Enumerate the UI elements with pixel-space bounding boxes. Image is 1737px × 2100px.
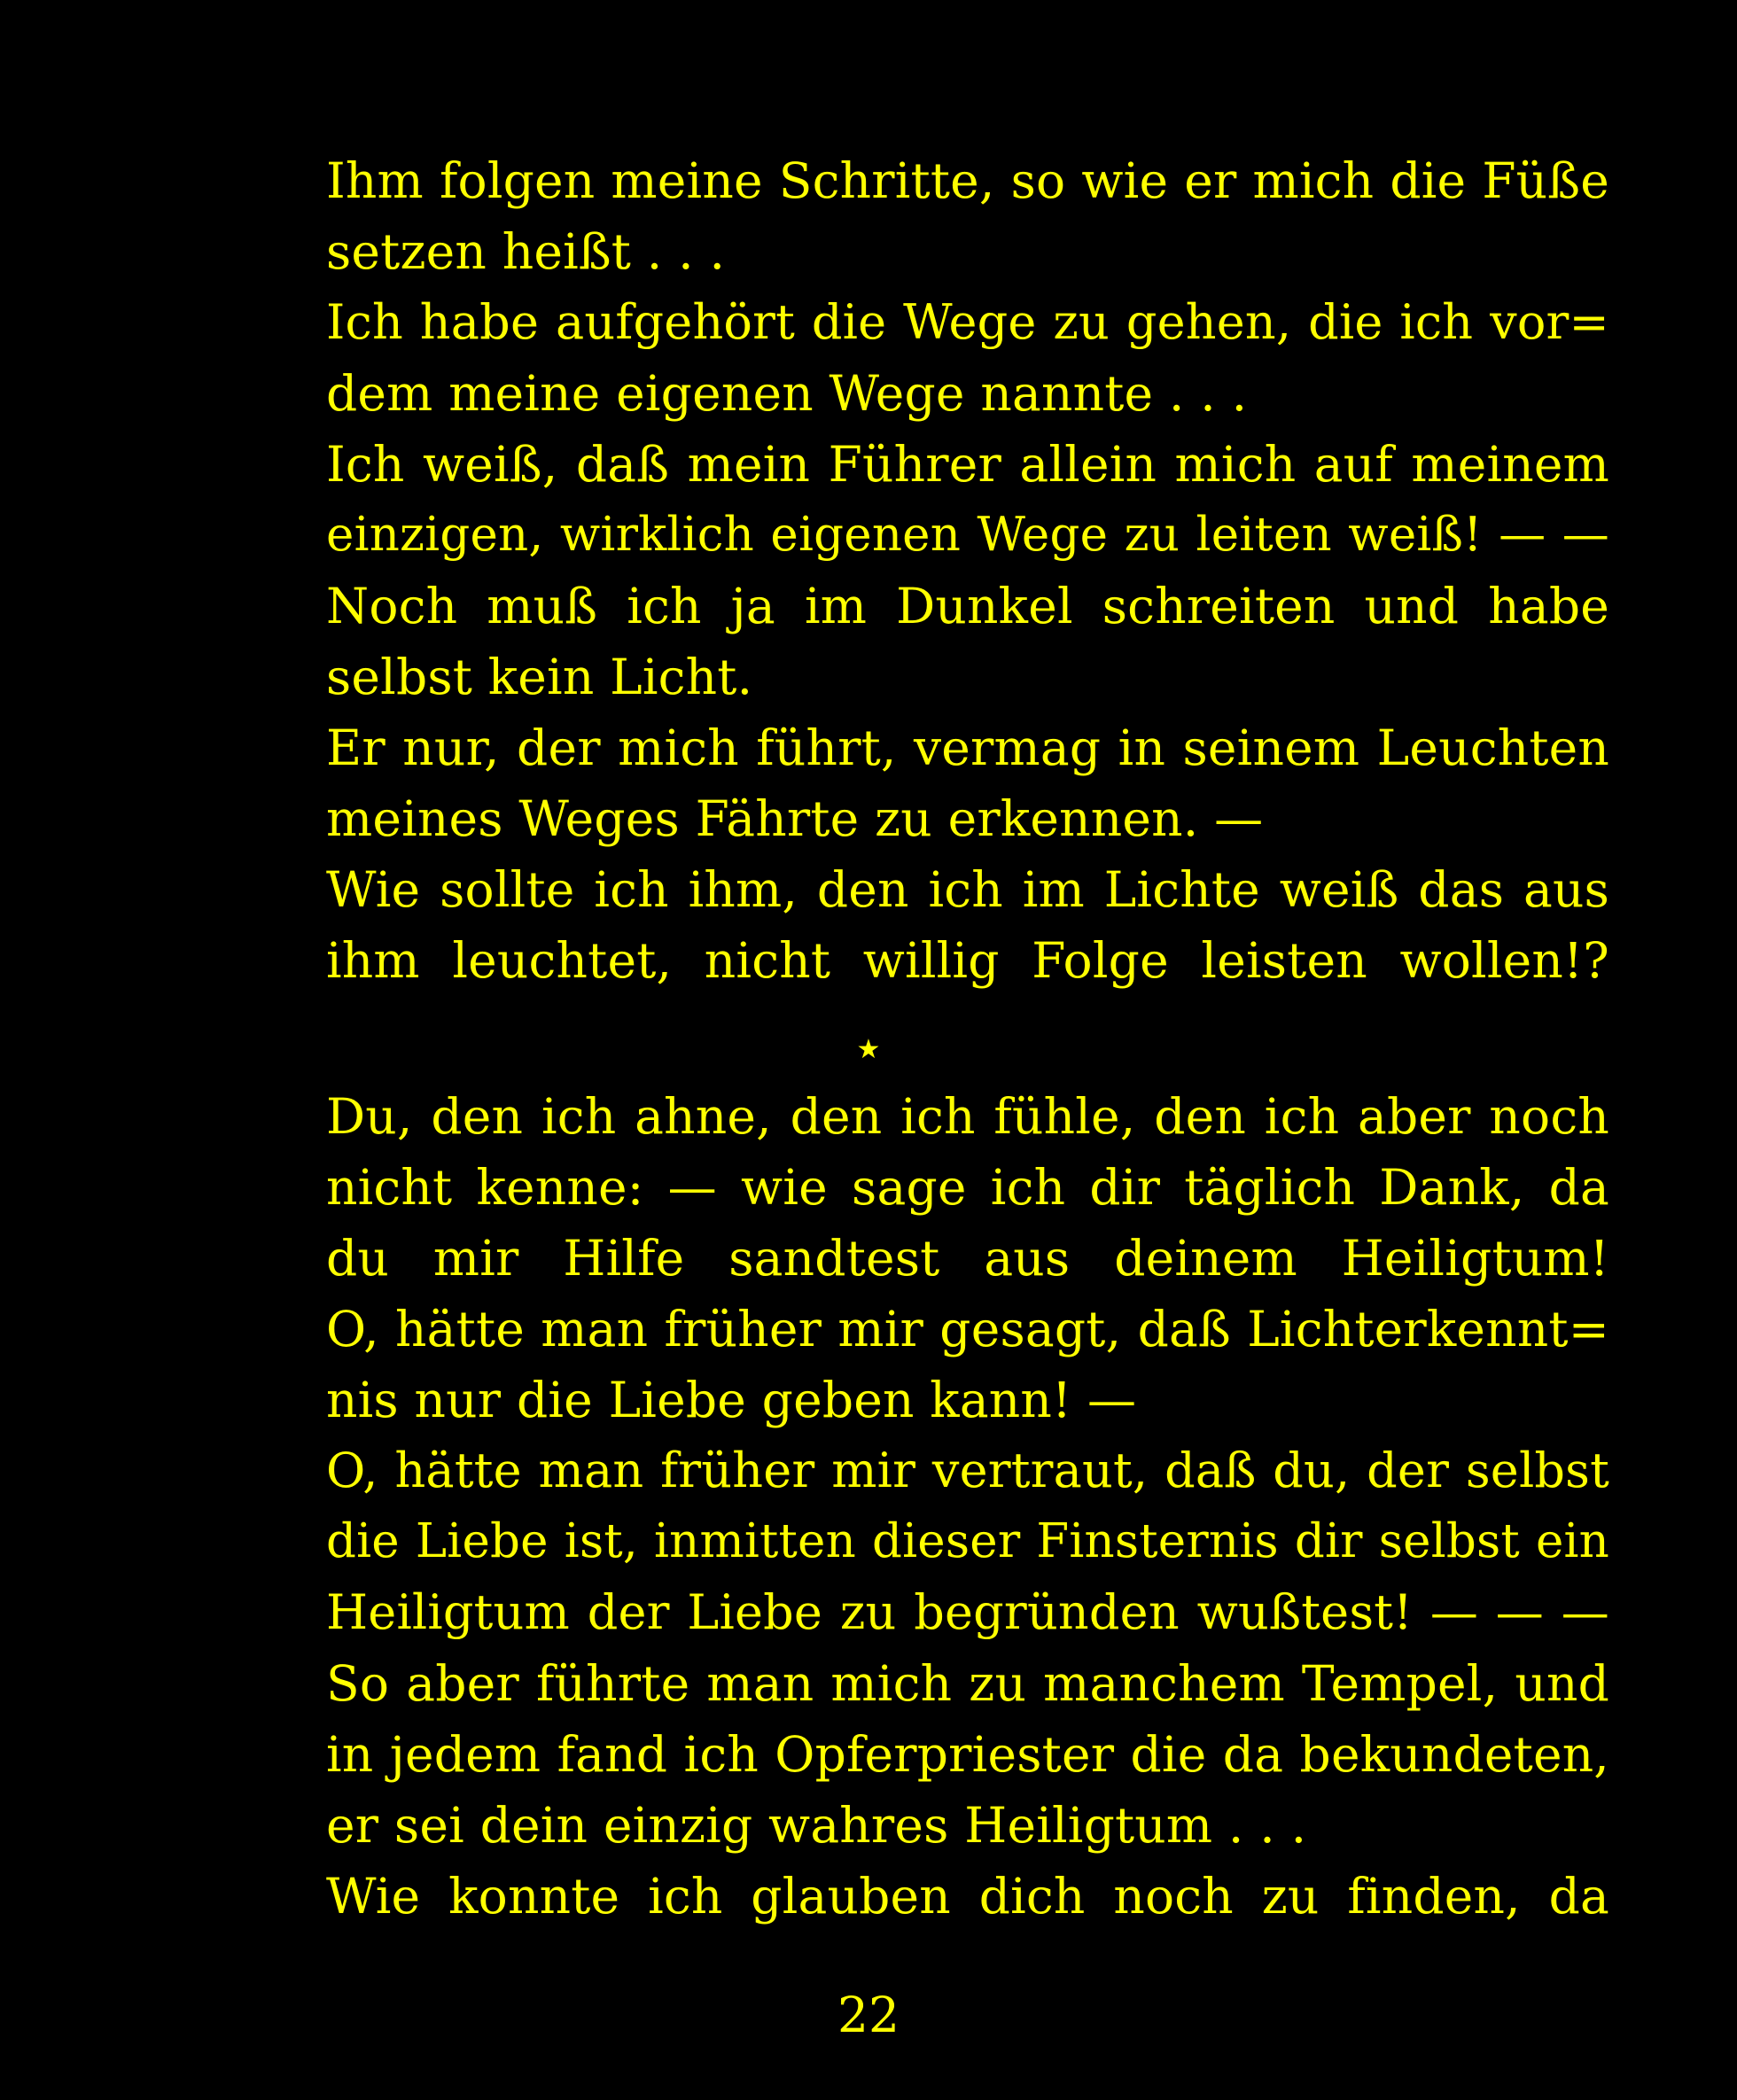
text-line: selbst kein Licht. (326, 649, 753, 705)
text-line: Ich weiß, daß mein Führer allein mich auf meinem (326, 436, 1609, 493)
text-line: Er nur, der mich führt, vermag in seinem Leuchten (326, 719, 1609, 776)
text-line: O, hätte man früher mir vertraut, daß du, der selbst (326, 1443, 1609, 1498)
page-number: 22 (837, 1987, 900, 2043)
text-line: setzen heißt . . . (326, 223, 726, 280)
text-section-2 (326, 1081, 1609, 1932)
text-line: in jedem fand ich Opferpriester die da bekundeten, (326, 1726, 1609, 1783)
text-line: meines Weges Fährte zu erkennen. — (326, 790, 1264, 847)
text-line: du mir Hilfe sandtest aus deinem Heiligtum! (326, 1230, 1609, 1287)
text-line: ihm leuchtet, nicht willig Folge leisten wollen!? (326, 932, 1609, 989)
text-line: Ich habe aufgehört die Wege zu gehen, die ich vor= (326, 294, 1609, 350)
text-line: nis nur die Liebe geben kann! — (326, 1372, 1137, 1428)
text-line: So aber führte man mich zu manchem Tempel, und (326, 1655, 1609, 1712)
text-line: O, hätte man früher mir gesagt, daß Lichterkennt= (326, 1301, 1609, 1357)
section-separator-star: ★ (856, 1034, 881, 1065)
text-line: einzigen, wirklich eigenen Wege zu leiten weiß! — — (326, 508, 1609, 562)
text-line: Du, den ich ahne, den ich fühle, den ich aber noch (326, 1088, 1609, 1145)
text-line: Heiligtum der Liebe zu begründen wußtest! — — — (326, 1584, 1609, 1640)
text-line: Wie konnte ich glauben dich noch zu finden, da (326, 1868, 1609, 1925)
text-line: Noch muß ich ja im Dunkel schreiten und habe (326, 578, 1609, 634)
text-line: er sei dein einzig wahres Heiligtum . . . (326, 1797, 1307, 1854)
text-line: die Liebe ist, inmitten dieser Finsternis dir selbst ein (326, 1514, 1609, 1568)
text-line: nicht kenne: — wie sage ich dir täglich Dank, da (326, 1159, 1609, 1216)
text-line: Wie sollte ich ihm, den ich im Lichte weiß das aus (326, 861, 1609, 918)
text-section-1 (326, 145, 1609, 996)
text-line: Ihm folgen meine Schritte, so wie er mich die Füße (326, 152, 1609, 209)
text-line: dem meine eigenen Wege nannte . . . (326, 365, 1248, 422)
